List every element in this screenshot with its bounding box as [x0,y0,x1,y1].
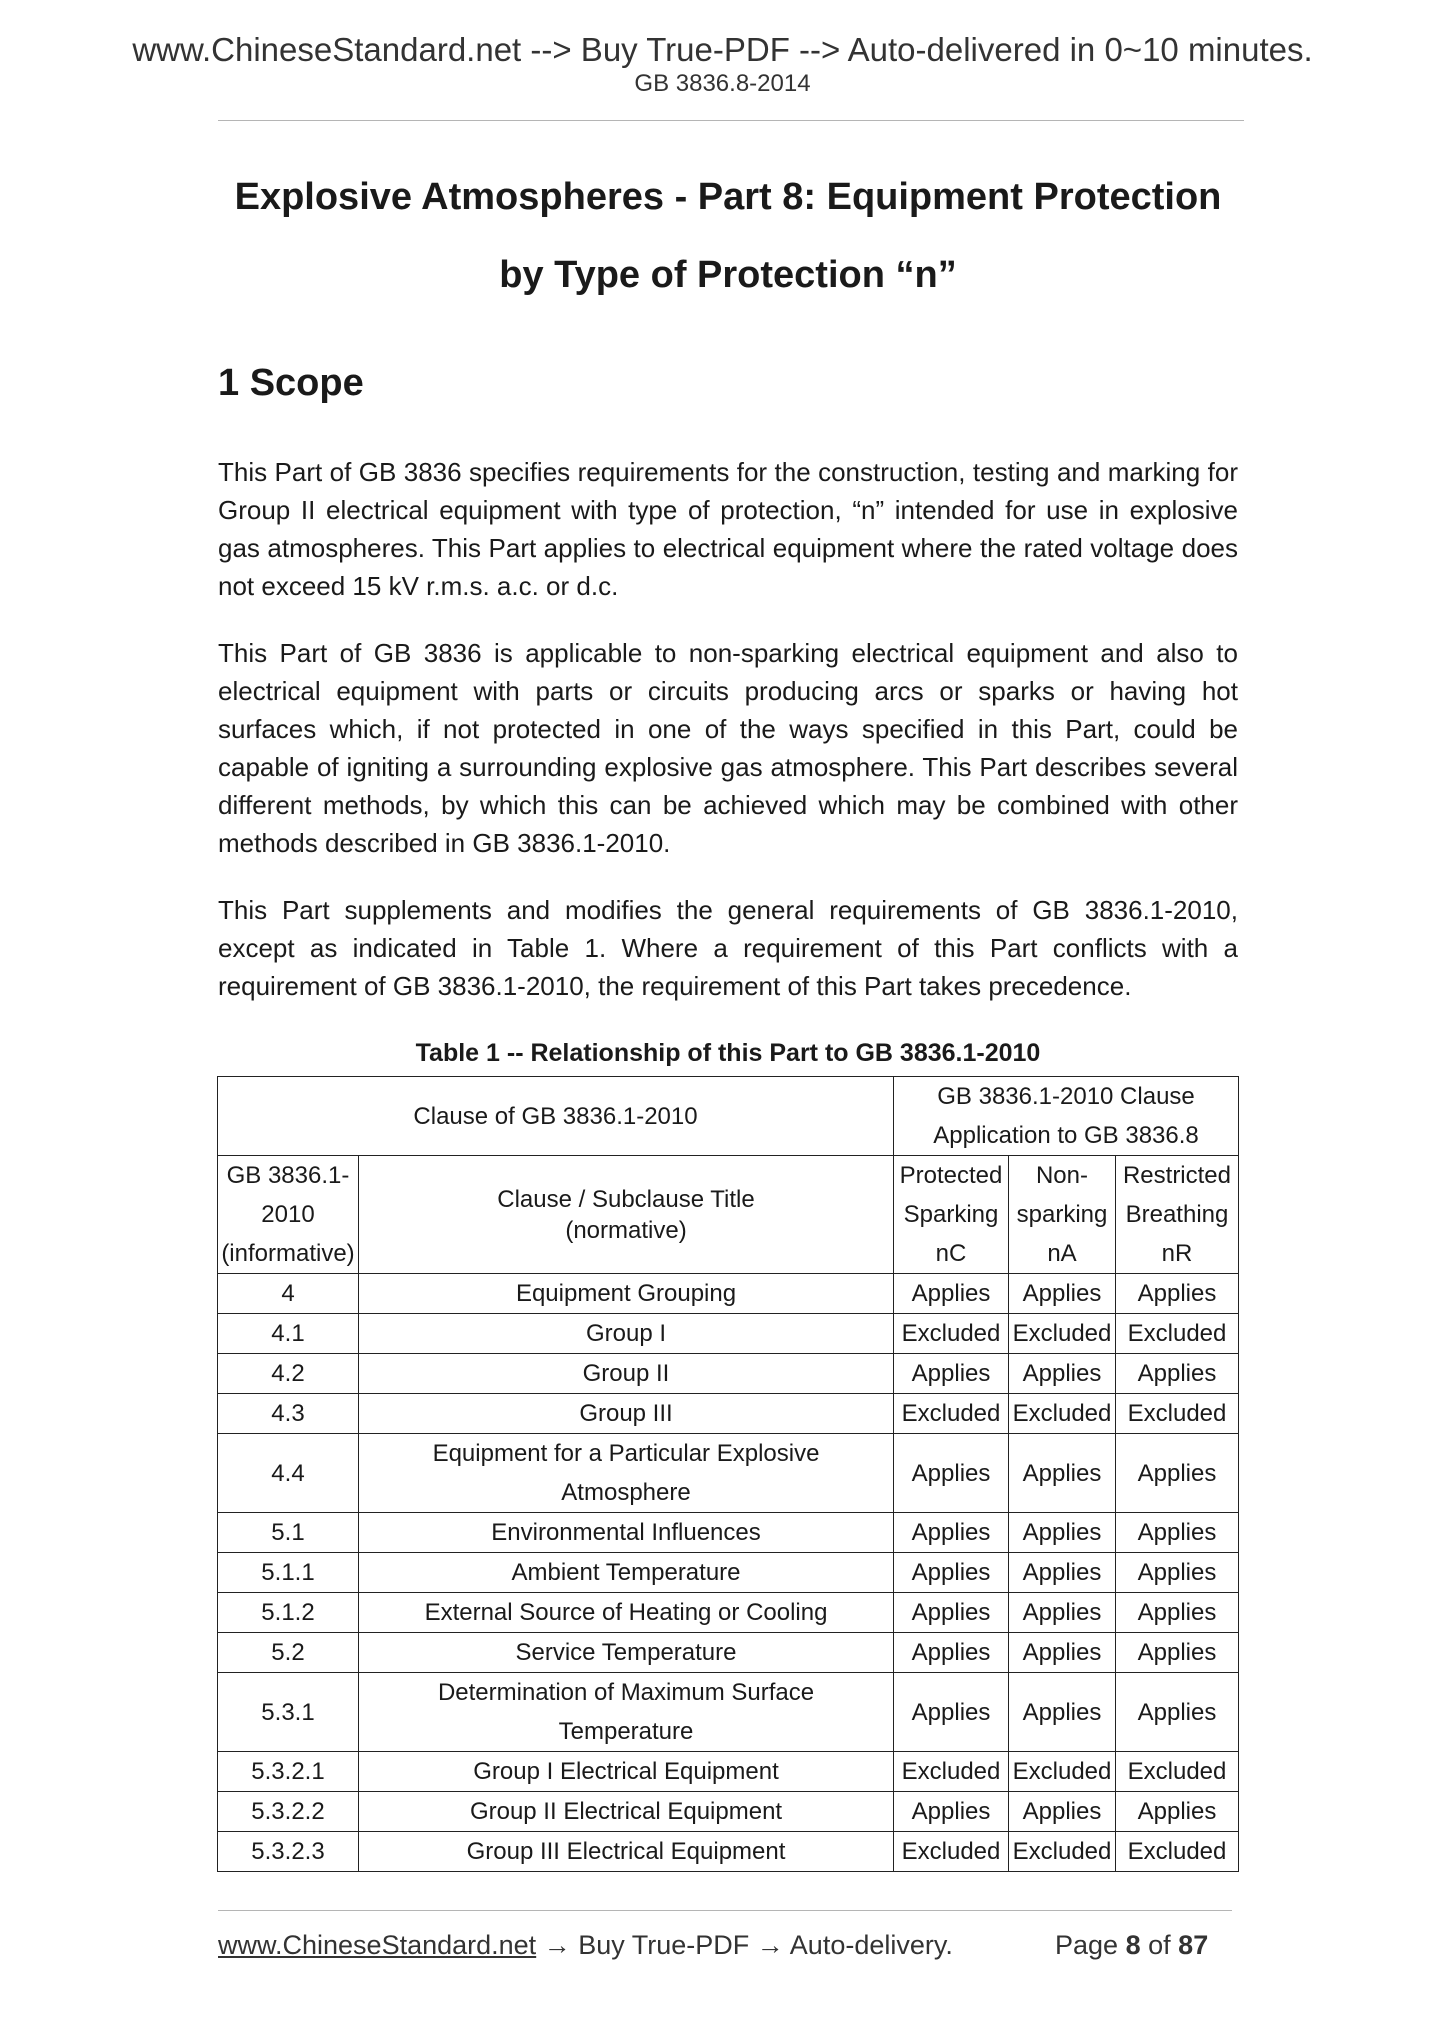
cell-nc: Applies [894,1593,1009,1633]
table-row [218,1792,1239,1832]
col-header-nc-l2: Sparking [903,1201,999,1228]
cell-clause: 4.4 [218,1434,359,1513]
footer-divider [218,1910,1232,1911]
group-header-application-line-2: Application to GB 3836.8 [933,1122,1199,1149]
table-column-header-row [218,1156,1239,1274]
page-label: Page [1055,1930,1119,1960]
footer-site-link[interactable]: www.ChineseStandard.net [218,1930,537,1960]
cell-title [358,1673,893,1752]
cell-nc: Applies [894,1434,1009,1513]
col-header-clause-l1: GB 3836.1- [226,1162,350,1189]
cell-na: Excluded [1009,1832,1116,1872]
cell-clause: 5.3.2.3 [218,1832,359,1872]
cell-title: Group I Electrical Equipment [358,1752,893,1792]
table-row [218,1752,1239,1792]
cell-nc: Excluded [894,1394,1009,1434]
col-header-nc-l3: nC [935,1240,967,1267]
cell-na: Applies [1009,1792,1116,1832]
col-header-na-l3: nA [1047,1240,1077,1267]
table-row [218,1314,1239,1354]
cell-title: Environmental Influences [358,1513,893,1553]
document-title-line-2: by Type of Protection “n” [499,254,957,296]
cell-nr: Applies [1115,1673,1238,1752]
cell-nr: Applies [1115,1354,1238,1394]
cell-nc: Applies [894,1513,1009,1553]
cell-nr: Applies [1115,1553,1238,1593]
col-header-nr-l2: Breathing [1125,1201,1229,1228]
cell-title: Group III [358,1394,893,1434]
cell-na: Applies [1009,1513,1116,1553]
table-row [218,1593,1239,1633]
group-header-application [894,1077,1239,1156]
scope-paragraph-2: This Part of GB 3836 is applicable to non-sparking electrical equipment and also to electrical equipment with parts or circuits producing arcs or sparks or having hot surfaces which, if not protected in one of the ways specified in this Part, could be capable of igniting a surrounding explosive gas atmosphere. This Part describes several different methods, by which this can be achieved which may be combined with other methods described in GB 3836.1-2010. [218,638,1238,858]
cell-na: Excluded [1009,1394,1116,1434]
cell-nc: Applies [894,1274,1009,1314]
cell-nr: Excluded [1115,1832,1238,1872]
arrow-right-icon: → [756,1930,784,1960]
col-header-clause-l3: (informative) [221,1240,355,1267]
table-row [218,1513,1239,1553]
cell-na: Applies [1009,1673,1116,1752]
cell-na: Applies [1009,1354,1116,1394]
table-row [218,1673,1239,1752]
cell-title: Group II Electrical Equipment [358,1792,893,1832]
cell-clause: 4.1 [218,1314,359,1354]
cell-nr: Applies [1115,1274,1238,1314]
section-heading: 1 Scope [218,362,364,404]
cell-clause: 4 [218,1274,359,1314]
document-title-line-1: Explosive Atmospheres - Part 8: Equipment Protection [234,176,1222,218]
cell-title: Group I [358,1314,893,1354]
cell-na: Applies [1009,1553,1116,1593]
col-header-na-l2: sparking [1016,1201,1108,1228]
cell-title: External Source of Heating or Cooling [358,1593,893,1633]
cell-title: Group III Electrical Equipment [358,1832,893,1872]
table-row [218,1354,1239,1394]
cell-na: Excluded [1009,1314,1116,1354]
cell-clause: 5.3.2.1 [218,1752,359,1792]
of-label: of [1148,1930,1171,1960]
cell-clause: 4.3 [218,1394,359,1434]
col-header-title-l2: (normative) [565,1216,687,1244]
col-header-nr-l1: Restricted [1122,1162,1232,1189]
cell-title: Ambient Temperature [358,1553,893,1593]
cell-title-line-1: Determination of Maximum Surface [437,1679,815,1706]
cell-title: Group II [358,1354,893,1394]
site-banner: www.ChineseStandard.net --> Buy True-PDF --> Auto-delivered in 0~10 minutes. [132,31,1313,68]
cell-na: Applies [1009,1274,1116,1314]
arrow-right-icon: → [543,1930,571,1960]
col-header-nc-l1: Protected [899,1162,1003,1189]
cell-clause: 5.1.2 [218,1593,359,1633]
cell-na: Applies [1009,1434,1116,1513]
cell-clause: 4.2 [218,1354,359,1394]
page-indicator [1055,1930,1208,1961]
cell-title: Equipment Grouping [358,1274,893,1314]
cell-nr: Applies [1115,1434,1238,1513]
cell-clause: 5.1.1 [218,1553,359,1593]
cell-nc: Applies [894,1633,1009,1673]
footer-buy-text: Buy True-PDF [578,1930,750,1960]
page-number: 8 [1125,1930,1141,1960]
col-header-clause [218,1156,359,1274]
cell-nr: Applies [1115,1633,1238,1673]
cell-nc: Applies [894,1673,1009,1752]
relationship-table [217,1076,1239,1872]
col-header-na-l1: Non- [1035,1162,1088,1189]
scope-paragraph-1: This Part of GB 3836 specifies requirements for the construction, testing and marking for Group II electrical equipment with type of protection, “n” intended for use in explosive gas atmospheres. This Part applies to electrical equipment where the rated voltage does not exceed 15 kV r.m.s. a.c. or d.c. [218,457,1238,601]
col-header-nc [894,1156,1009,1274]
cell-clause: 5.1 [218,1513,359,1553]
header-divider [218,120,1244,121]
cell-title-line-2: Temperature [558,1718,694,1745]
cell-clause: 5.2 [218,1633,359,1673]
table-row [218,1274,1239,1314]
cell-nr: Applies [1115,1792,1238,1832]
cell-nc: Excluded [894,1752,1009,1792]
cell-clause: 5.3.2.2 [218,1792,359,1832]
cell-nc: Applies [894,1792,1009,1832]
cell-nc: Excluded [894,1314,1009,1354]
cell-nr: Excluded [1115,1394,1238,1434]
table-row [218,1394,1239,1434]
group-header-application-line-1: GB 3836.1-2010 Clause [937,1083,1195,1110]
cell-na: Excluded [1009,1752,1116,1792]
cell-nc: Applies [894,1354,1009,1394]
cell-title: Service Temperature [358,1633,893,1673]
col-header-title [358,1156,893,1274]
standard-number: GB 3836.8-2014 [634,70,811,97]
cell-nr: Excluded [1115,1752,1238,1792]
cell-nc: Applies [894,1553,1009,1593]
group-header-clause: Clause of GB 3836.1-2010 [218,1077,894,1156]
cell-nc: Excluded [894,1832,1009,1872]
cell-title-line-2: Atmosphere [561,1479,691,1506]
table-row [218,1553,1239,1593]
footer-auto-text: Auto-delivery. [789,1930,953,1960]
table-row [218,1633,1239,1673]
footer-left [218,1930,953,1961]
cell-title-line-1: Equipment for a Particular Explosive [432,1440,820,1467]
col-header-title-l1: Clause / Subclause Title [497,1185,755,1213]
cell-na: Applies [1009,1593,1116,1633]
col-header-na [1009,1156,1116,1274]
col-header-nr [1115,1156,1238,1274]
cell-na: Applies [1009,1633,1116,1673]
col-header-nr-l3: nR [1161,1240,1193,1267]
table-body [218,1274,1239,1872]
cell-clause: 5.3.1 [218,1673,359,1752]
col-header-clause-l2: 2010 [261,1201,315,1228]
cell-nr: Applies [1115,1593,1238,1633]
cell-nr: Excluded [1115,1314,1238,1354]
scope-paragraph-3: This Part supplements and modifies the general requirements of GB 3836.1-2010, except as indicated in Table 1. Where a requirement of this Part conflicts with a requirement of GB 3836.1-2010, the requirement of this Part takes precedence. [218,895,1238,1001]
table-row [218,1434,1239,1513]
cell-nr: Applies [1115,1513,1238,1553]
table-caption: Table 1 -- Relationship of this Part to GB 3836.1-2010 [415,1039,1041,1067]
table-row [218,1832,1239,1872]
table-group-header-row [218,1077,1239,1156]
cell-title [358,1434,893,1513]
page-total: 87 [1178,1930,1209,1960]
